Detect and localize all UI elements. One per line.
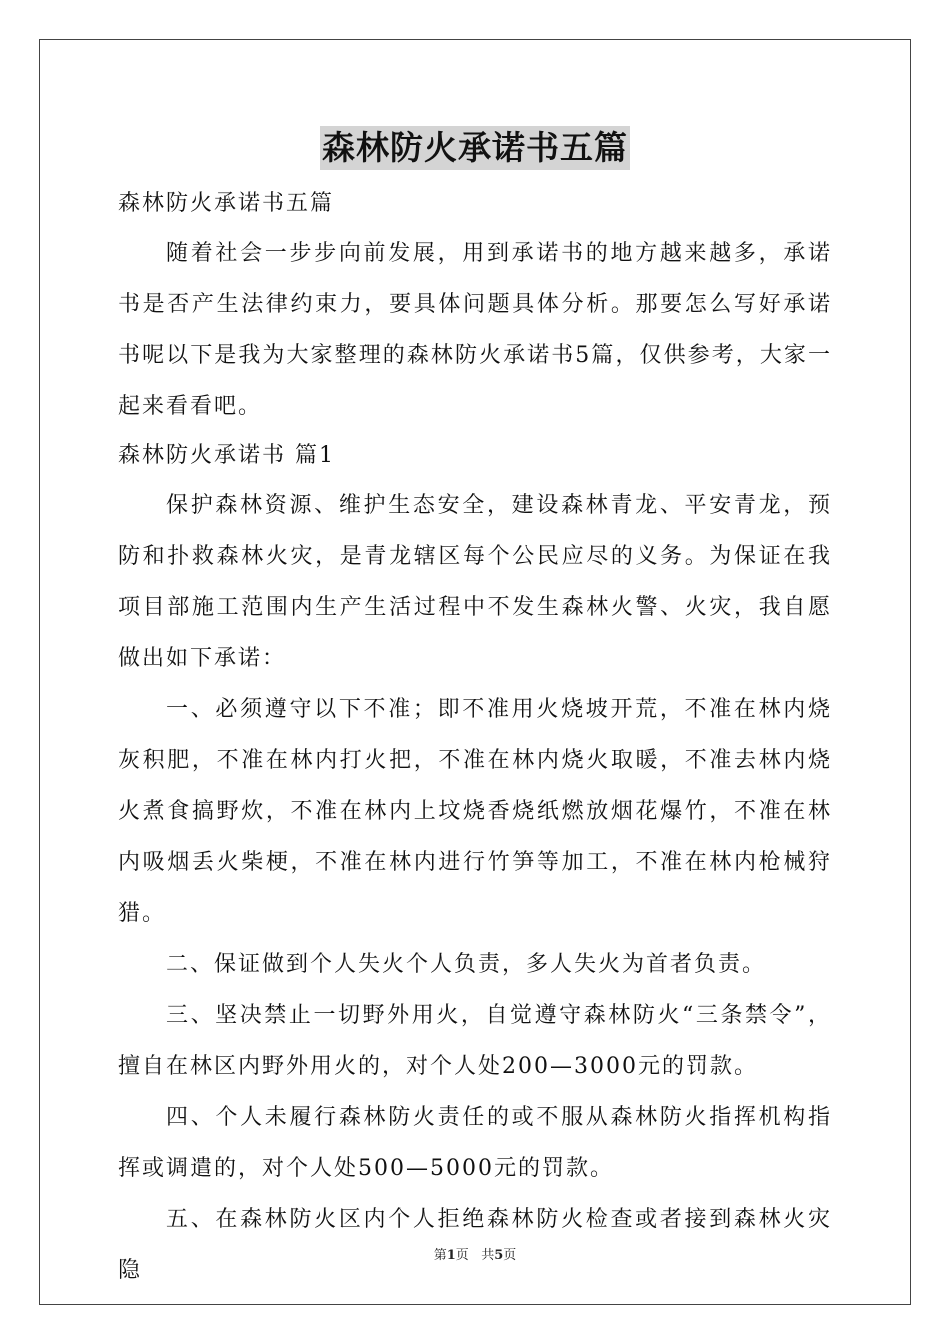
page-footer (0, 1246, 950, 1266)
title-container (0, 126, 950, 170)
document-title: 森林防火承诺书五篇 (320, 126, 630, 170)
body-paragraph-3: 二、保证做到个人失火个人负责，多人失火为首者负责。 (166, 952, 767, 977)
intro-heading: 森林防火承诺书五篇 (118, 191, 335, 216)
document-body (118, 180, 832, 1296)
footer-total-suffix: 页 (503, 1248, 517, 1263)
body-paragraph-2: 一、必须遵守以下不准；即不准用火烧坡开荒，不准在林内烧灰积肥，不准在林内打火把，不准在林内烧火取暖，不准去林内烧火煮食搞野炊，不准在林内上坟烧香烧纸燃放烟花爆竹，不准在林内吸烟丢火柴梗，不准在林内进行竹笋等加工，不准在林内枪械狩猎。 (118, 697, 832, 926)
section-heading-1: 森林防火承诺书 篇1 (118, 443, 335, 468)
intro-paragraph: 随着社会一步步向前发展，用到承诺书的地方越来越多，承诺书是否产生法律约束力，要具体问题具体分析。那要怎么写好承诺书呢以下是我为大家整理的森林防火承诺书5篇，仅供参考，大家一起来看看吧。 (118, 241, 832, 419)
footer-total-pages: 5 (494, 1248, 504, 1263)
footer-page-number: 1 (446, 1248, 456, 1263)
footer-total-prefix: 共 (481, 1248, 495, 1263)
body-paragraph-5: 四、个人未履行森林防火责任的或不服从森林防火指挥机构指挥或调遣的，对个人处500—5000元的罚款。 (118, 1105, 832, 1181)
body-paragraph-6: 五、在森林防火区内个人拒绝森林防火检查或者接到森林火灾隐 (118, 1207, 832, 1283)
body-paragraph-4: 三、坚决禁止一切野外用火，自觉遵守森林防火“三条禁令”，擅自在林区内野外用火的，对个人处200—3000元的罚款。 (118, 1003, 832, 1079)
footer-page-prefix: 第 (433, 1248, 447, 1263)
footer-page-suffix: 页 (455, 1248, 469, 1263)
body-paragraph-1: 保护森林资源、维护生态安全，建设森林青龙、平安青龙，预防和扑救森林火灾，是青龙辖区每个公民应尽的义务。为保证在我项目部施工范围内生产生活过程中不发生森林火警、火灾，我自愿做出如下承诺： (118, 493, 832, 671)
